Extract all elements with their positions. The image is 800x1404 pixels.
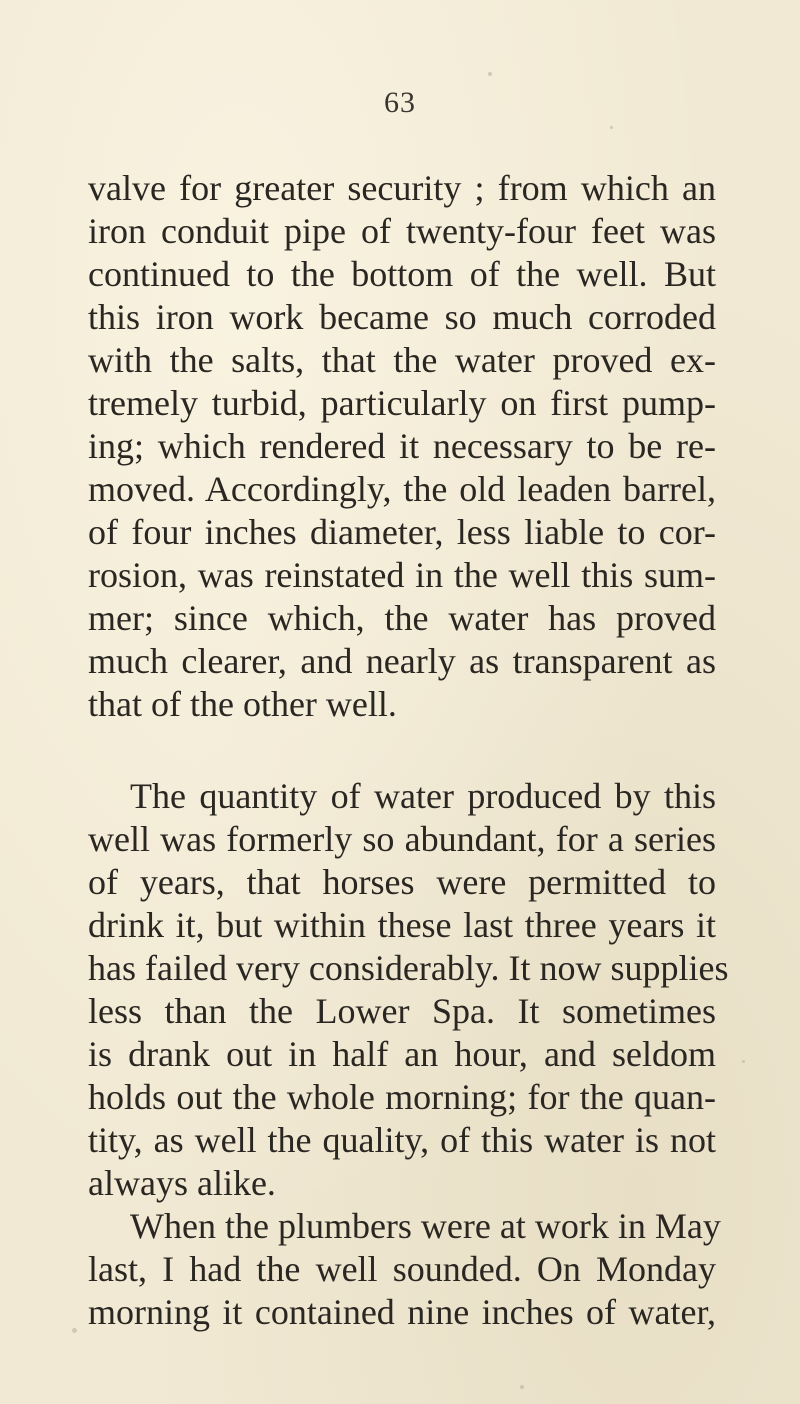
text-line: much clearer, and nearly as transparent as [88, 641, 716, 681]
paper-speck [610, 126, 613, 129]
text-line: mer; since which, the water has proved [88, 598, 716, 638]
text-line: The quantity of water produced by this [130, 776, 716, 816]
text-line: of four inches diameter, less liable to cor- [88, 512, 716, 552]
paper-speck [520, 1385, 524, 1389]
text-line: last, I had the well sounded. On Monday [88, 1249, 716, 1289]
text-line: When the plumbers were at work in May [130, 1206, 721, 1246]
text-line: holds out the whole morning; for the quan- [88, 1077, 716, 1117]
text-line: tity, as well the quality, of this water is not [88, 1120, 716, 1160]
text-line: is drank out in half an hour, and seldom [88, 1034, 716, 1074]
text-line: less than the Lower Spa. It sometimes [88, 991, 716, 1031]
text-line: iron conduit pipe of twenty-four feet was [88, 211, 716, 251]
text-line: that of the other well. [88, 684, 397, 724]
text-line: moved. Accordingly, the old leaden barrel, [88, 469, 716, 509]
text-line: this iron work became so much corroded [88, 297, 716, 337]
text-line: has failed very considerably. It now supplies [88, 948, 729, 988]
text-line: of years, that horses were permitted to [88, 862, 716, 902]
text-line: ing; which rendered it necessary to be re- [88, 426, 716, 466]
paper-speck [72, 1328, 77, 1333]
text-line: well was formerly so abundant, for a series [88, 819, 716, 859]
text-line: valve for greater security ; from which an [88, 168, 716, 208]
text-line: continued to the bottom of the well. But [88, 254, 716, 294]
page-number: 63 [384, 86, 416, 119]
text-line: drink it, but within these last three years it [88, 905, 716, 945]
text-line: morning it contained nine inches of water, [88, 1292, 716, 1332]
paper-speck [488, 72, 492, 76]
text-line: with the salts, that the water proved ex- [88, 340, 716, 380]
paper-speck [742, 1060, 745, 1063]
text-line: rosion, was reinstated in the well this sum- [88, 555, 716, 595]
text-line: tremely turbid, particularly on first pump- [88, 383, 716, 423]
text-line: always alike. [88, 1163, 276, 1203]
